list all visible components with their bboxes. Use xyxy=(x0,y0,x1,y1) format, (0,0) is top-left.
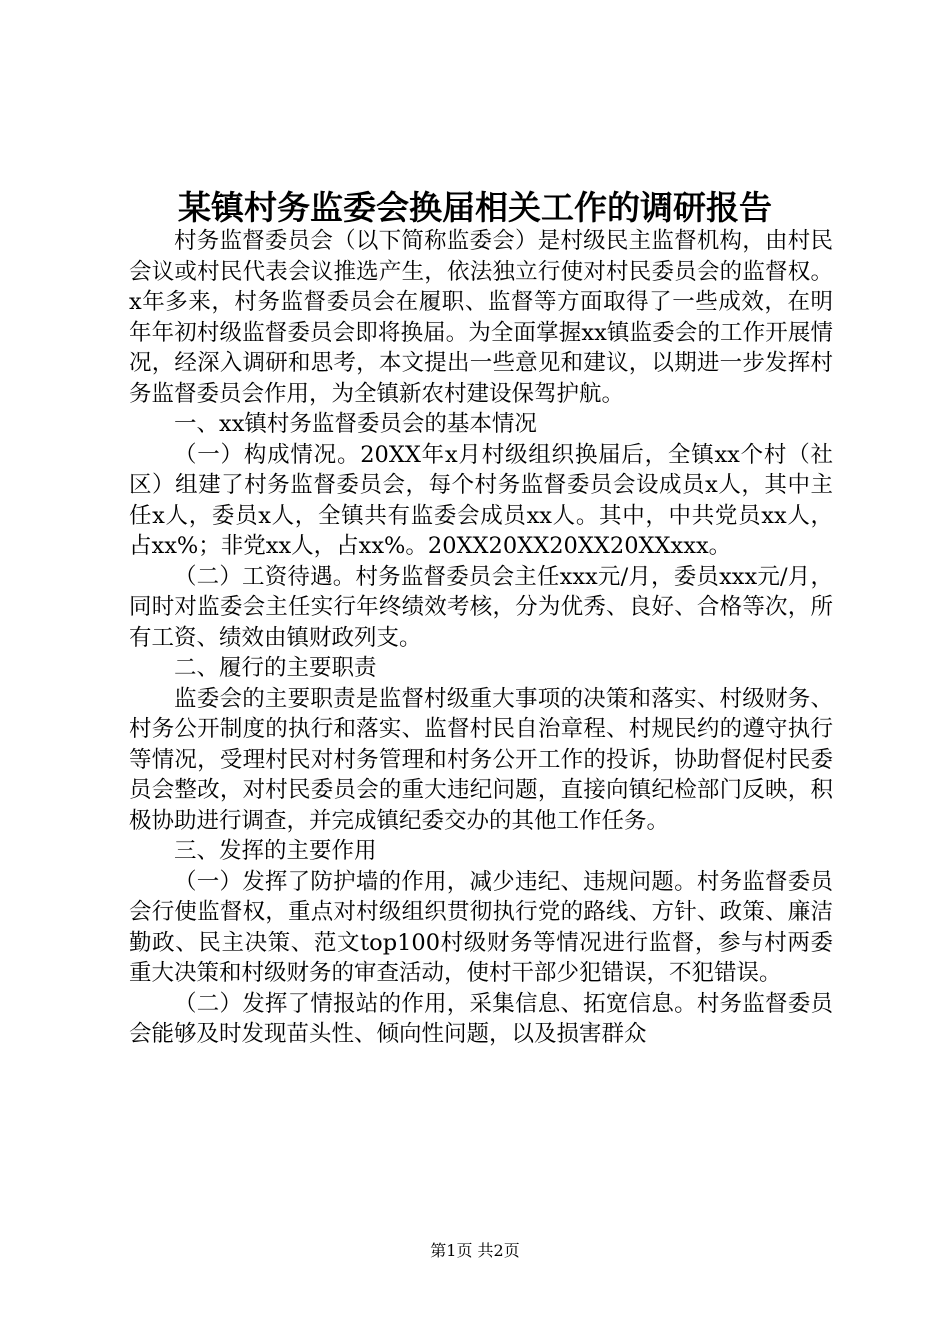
document-title: 某镇村务监委会换届相关工作的调研报告 xyxy=(178,188,772,227)
paragraph-role-2: （二）发挥了情报站的作用，采集信息、拓宽信息。村务监督委员会能够及时发现苗头性、倾向性问题，以及损害群众 xyxy=(129,990,833,1047)
paragraph-intro: 村务监督委员会（以下简称监委会）是村级民主监督机构，由村民会议或村民代表会议推选产生，依法独立行使对村民委员会的监督权。x年多来，村务监督委员会在履职、监督等方面取得了一些成效，在明年年初村级监督委员会即将换届。为全面掌握xx镇监委会的工作开展情况，经深入调研和思考，本文提出一些意见和建议，以期进一步发挥村务监督委员会作用，为全镇新农村建设保驾护航。 xyxy=(129,228,833,407)
document-body xyxy=(129,226,833,1050)
section-heading-3: 三、发挥的主要作用 xyxy=(174,838,377,864)
page-footer: 第1页 共2页 xyxy=(430,1241,520,1260)
paragraph-duties: 监委会的主要职责是监督村级重大事项的决策和落实、村级财务、村务公开制度的执行和落实、监督村民自治章程、村规民约的遵守执行等情况，受理村民对村务管理和村务公开工作的投诉，协助督促村民委员会整改，对村民委员会的重大违纪问题，直接向镇纪检部门反映，积极协助进行调查，并完成镇纪委交办的其他工作任务。 xyxy=(129,685,833,834)
section-heading-2: 二、履行的主要职责 xyxy=(174,655,377,681)
section-heading-1: 一、xx镇村务监督委员会的基本情况 xyxy=(174,411,537,437)
paragraph-salary: （二）工资待遇。村务监督委员会主任xxx元/月，委员xxx元/月，同时对监委会主任实行年终绩效考核，分为优秀、良好、合格等次，所有工资、绩效由镇财政列支。 xyxy=(129,563,833,651)
paragraph-role-1: （一）发挥了防护墙的作用，减少违纪、违规问题。村务监督委员会行使监督权，重点对村级组织贯彻执行党的路线、方针、政策、廉洁勤政、民主决策、范文top100村级财务等情况进行监督，参与村两委重大决策和村级财务的审查活动，使村干部少犯错误，不犯错误。 xyxy=(129,868,833,986)
paragraph-composition: （一）构成情况。20XX年x月村级组织换届后，全镇xx个村（社区）组建了村务监督委员会，每个村务监督委员会设成员x人，其中主任x人，委员x人，全镇共有监委会成员xx人。其中，中共党员xx人，占xx%；非党xx人，占xx%。20XX20XX20XX20XXxxx。 xyxy=(129,441,833,559)
